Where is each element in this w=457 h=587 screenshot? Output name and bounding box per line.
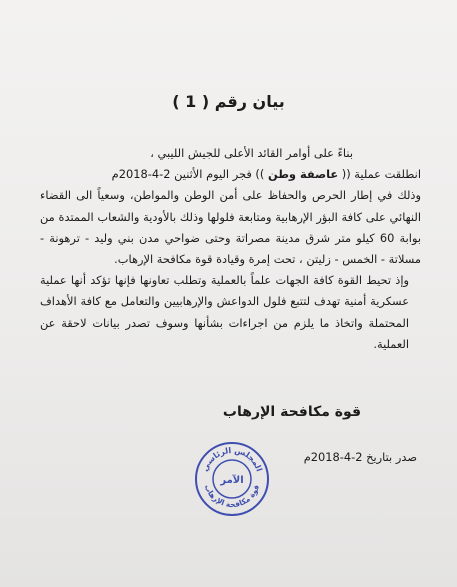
statement-title: بيان رقم ( 1 ) xyxy=(172,92,285,111)
statement-body xyxy=(40,143,421,355)
cooperation-paragraph: وإذ تحيط القوة كافة الجهات علماً بالعملية وتطلب تعاونها فإنها تؤكد أنها عملية عسكرية أمنية تهدف لتتبع فلول الدواعش والإرهابيين والتعامل مع كافة الأهداف المحتملة واتخاذ ما يلزم من اجراءات بشأنها وسوف تصدر بيانات لاحقة عن العملية. xyxy=(40,273,409,351)
official-stamp xyxy=(193,440,271,518)
svg-text:قوة مكافحة الإرهاب: قوة مكافحة الإرهاب xyxy=(202,483,262,510)
issue-date: صدر بتاريخ 2-4-2018م xyxy=(303,450,417,464)
operation-announcement xyxy=(40,164,421,185)
operation-announcement-end: )) فجر اليوم الأثنين 2-4-2018م xyxy=(111,167,265,182)
operation-announcement-start: انطلقت عملية (( xyxy=(341,167,421,182)
operation-details-paragraph: وذلك في إطار الحرص والحفاظ على أمن الوطن والمواطن، وسعياً الى القضاء النهائي على كافة البؤر الإرهابية ومتابعة فلولها وذلك بالأودية والشعاب الممتدة من بوابة 60 كيلو متر شرق مدينة مصراتة وحتى ضواحي مدن بني وليد - ترهونة - مسلاتة - الخمس - زليتن ، تحت إمرة وقيادة قوة مكافحة الإرهاب. xyxy=(40,188,421,267)
signatory: قوة مكافحة الإرهاب xyxy=(222,404,361,420)
operation-name: عاصفة وطن xyxy=(267,167,339,182)
intro-line: بناءً على أوامر القائد الأعلى للجيش الليبي ، xyxy=(150,146,353,160)
svg-text:الآمر: الآمر xyxy=(220,475,244,486)
svg-text:المجلس الرئاسي: المجلس الرئاسي xyxy=(200,445,264,473)
stamp-seal-icon xyxy=(193,440,271,518)
